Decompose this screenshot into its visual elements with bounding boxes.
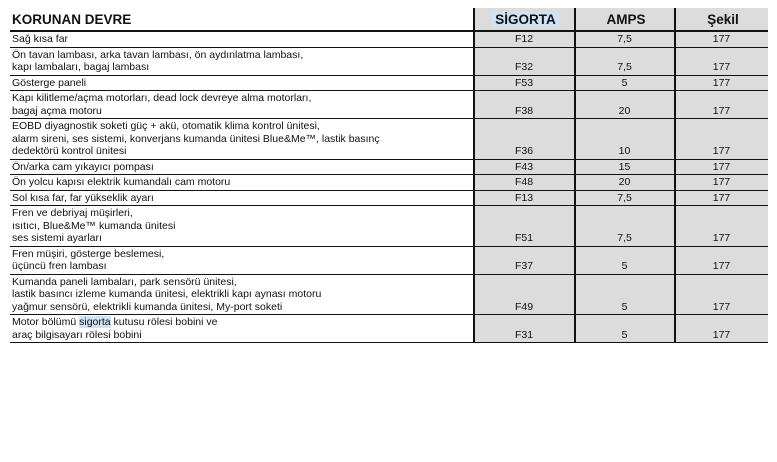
figure-cell: 177 xyxy=(675,31,768,47)
fuse-cell: F38 xyxy=(474,91,575,119)
figure-cell: 177 xyxy=(675,246,768,274)
fuse-cell: F48 xyxy=(474,175,575,191)
amps-cell: 10 xyxy=(575,119,675,160)
circuit-text-line: Ön/arka cam yıkayıcı pompası xyxy=(12,160,154,173)
circuit-text-line: EOBD diyagnostik soketi güç + akü, otomatik klima kontrol ünitesi, xyxy=(12,120,320,132)
table-header-row xyxy=(10,8,768,31)
table-body xyxy=(10,31,768,343)
amps-cell: 5 xyxy=(575,246,675,274)
circuit-text-line: Fren müşiri, gösterge beslemesi, xyxy=(12,247,165,260)
header-fuse xyxy=(474,8,575,31)
fuse-cell: F13 xyxy=(474,190,575,206)
table-row xyxy=(10,246,768,274)
circuit-text-line: bagaj açma motoru xyxy=(12,104,102,117)
circuit-text-line: ses sistemi ayarları xyxy=(12,232,102,244)
table-row xyxy=(10,190,768,206)
fuse-cell: F36 xyxy=(474,119,575,160)
amps-cell: 5 xyxy=(575,75,675,91)
figure-cell: 177 xyxy=(675,47,768,75)
protected-circuit-cell xyxy=(10,47,474,75)
protected-circuit-cell xyxy=(10,246,474,274)
table-row xyxy=(10,315,768,343)
header-amps: AMPS xyxy=(575,8,675,31)
table-row xyxy=(10,159,768,175)
circuit-text-line: lastik basıncı izleme kumanda ünitesi, elektrikli kapı aynası motoru xyxy=(12,288,322,300)
circuit-text-line: Sol kısa far, far yükseklik ayarı xyxy=(12,191,154,204)
circuit-text-line: Motor bölümü sigorta kutusu rölesi bobini ve xyxy=(12,316,218,328)
table-row xyxy=(10,91,768,119)
table-row xyxy=(10,31,768,47)
search-highlight: sigorta xyxy=(79,316,111,328)
table-row xyxy=(10,175,768,191)
circuit-text-line: kapı lambaları, bagaj lambası xyxy=(12,61,150,73)
header-fuse-label: SİGORTA xyxy=(492,12,559,27)
header-figure: Şekil xyxy=(675,8,768,31)
circuit-text-line: Kapı kilitleme/açma motorları, dead lock devreye alma motorları, xyxy=(12,92,312,104)
protected-circuit-cell xyxy=(10,91,474,119)
header-protected-circuit: KORUNAN DEVRE xyxy=(10,8,474,31)
protected-circuit-cell xyxy=(10,206,474,247)
circuit-text-line: üçüncü fren lambası xyxy=(12,260,107,272)
circuit-text-line: Sağ kısa far xyxy=(12,33,69,45)
figure-cell: 177 xyxy=(675,206,768,247)
circuit-text-line: alarm sireni, ses sistemi, konverjans kumanda ünitesi Blue&Me™, lastik basınç xyxy=(12,132,380,145)
circuit-text-line: Kumanda paneli lambaları, park sensörü ünitesi, xyxy=(12,275,237,288)
amps-cell: 7,5 xyxy=(575,206,675,247)
amps-cell: 7,5 xyxy=(575,31,675,47)
amps-cell: 20 xyxy=(575,175,675,191)
table-row xyxy=(10,119,768,160)
table-row xyxy=(10,274,768,315)
figure-cell: 177 xyxy=(675,190,768,206)
circuit-text-line: Ön yolcu kapısı elektrik kumandalı cam motoru xyxy=(12,176,231,188)
protected-circuit-cell xyxy=(10,274,474,315)
circuit-text-line: yağmur sensörü, elektrikli kumanda ünitesi, My-port soketi xyxy=(12,300,283,313)
figure-cell: 177 xyxy=(675,274,768,315)
circuit-text-line: dedektörü kontrol ünitesi xyxy=(12,145,127,157)
fuse-cell: F31 xyxy=(474,315,575,343)
fuse-cell: F49 xyxy=(474,274,575,315)
fuse-cell: F51 xyxy=(474,206,575,247)
protected-circuit-cell xyxy=(10,190,474,206)
figure-cell: 177 xyxy=(675,315,768,343)
figure-cell: 177 xyxy=(675,119,768,160)
amps-cell: 15 xyxy=(575,159,675,175)
figure-cell: 177 xyxy=(675,91,768,119)
fuse-cell: F37 xyxy=(474,246,575,274)
circuit-text-line: araç bilgisayarı rölesi bobini xyxy=(12,328,142,341)
fuse-cell: F53 xyxy=(474,75,575,91)
protected-circuit-cell xyxy=(10,175,474,191)
figure-cell: 177 xyxy=(675,159,768,175)
amps-cell: 7,5 xyxy=(575,47,675,75)
protected-circuit-cell xyxy=(10,159,474,175)
fuse-cell: F32 xyxy=(474,47,575,75)
protected-circuit-cell xyxy=(10,119,474,160)
circuit-text-line: Fren ve debriyaj müşirleri, xyxy=(12,207,133,219)
table-row xyxy=(10,47,768,75)
amps-cell: 5 xyxy=(575,274,675,315)
table-row xyxy=(10,75,768,91)
fuse-table xyxy=(10,8,768,343)
protected-circuit-cell xyxy=(10,315,474,343)
circuit-text-line: Ön tavan lambası, arka tavan lambası, ön aydınlatma lambası, xyxy=(12,48,304,61)
fuse-cell: F43 xyxy=(474,159,575,175)
table-row xyxy=(10,206,768,247)
fuse-cell: F12 xyxy=(474,31,575,47)
figure-cell: 177 xyxy=(675,175,768,191)
circuit-text-line: Gösterge paneli xyxy=(12,76,87,89)
amps-cell: 20 xyxy=(575,91,675,119)
figure-cell: 177 xyxy=(675,75,768,91)
protected-circuit-cell xyxy=(10,31,474,47)
protected-circuit-cell xyxy=(10,75,474,91)
amps-cell: 7,5 xyxy=(575,190,675,206)
circuit-text-line: ısıtıcı, Blue&Me™ kumanda ünitesi xyxy=(12,219,176,232)
amps-cell: 5 xyxy=(575,315,675,343)
